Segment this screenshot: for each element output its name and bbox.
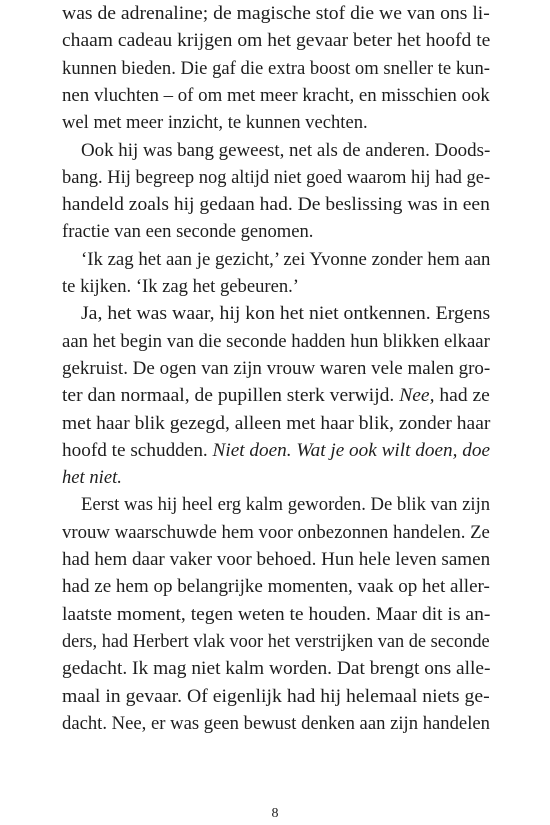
page-number: 8 [271,806,279,821]
text-line: Eerst was hij heel erg kalm geworden. De blik van zijn [81,494,491,516]
text-line: gekruist. De ogen van zijn vrouw waren vele malen gro- [62,357,491,379]
text-line: gedacht. Ik mag niet kalm worden. Dat brengt ons alle- [62,658,491,680]
text-line: fractie van een seconde genomen. [62,221,314,243]
text-line: ter dan normaal, de pupillen sterk verwijd. Nee, had ze [62,385,490,407]
text-line: bang. Hij begreep nog altijd niet goed waarom hij had ge- [62,166,491,188]
text-line: had hem daar vaker voor behoed. Hun hele leven samen [62,549,491,570]
text-line: hoofd te schudden. Niet doen. Wat je ook wilt doen, doe [62,439,491,461]
text-line: laatste moment, tegen weten te houden. Maar dit is an- [62,603,491,625]
text-line: ‘Ik zag het aan je gezicht,’ zei Yvonne zonder hem aan [81,248,491,270]
text-line: had ze hem op belangrijke momenten, vaak op het aller- [62,576,490,598]
text-line: Ook hij was bang geweest, net als de anderen. Doods- [81,139,491,161]
text-line: nen vluchten – of om met meer kracht, en misschien ook [62,84,490,106]
text-line: ders, had Herbert vlak voor het verstrijken van de seconde [62,630,490,652]
text-line: Ja, het was waar, hij kon het niet ontkennen. Ergens [81,303,491,325]
text-line: te kijken. ‘Ik zag het gebeuren.’ [62,276,299,297]
text-line: aan het begin van die seconde hadden hun blikken elkaar [62,330,490,352]
text-line: vrouw waarschuwde hem voor onbezonnen handelen. Ze [62,521,490,543]
text-line: wel met meer inzicht, te kunnen vechten. [62,112,368,134]
text-line: maal in gevaar. Of eigenlijk had hij helemaal niets ge- [62,685,490,707]
text-line: handeld zoals hij gedaan had. De beslissing was in een [62,194,490,216]
text-line: was de adrenaline; de magische stof die we van ons li- [62,3,490,24]
text-line: dacht. Nee, er was geen bewust denken aan zijn handelen [62,712,490,734]
text-line: het niet. [62,467,122,489]
text-line: kunnen bieden. Die gaf die extra boost om sneller te kun- [62,57,491,79]
text-line: chaam cadeau krijgen om het gevaar beter het hoofd te [62,30,491,52]
text-line: met haar blik gezegd, alleen met haar blik, zonder haar [62,412,491,434]
